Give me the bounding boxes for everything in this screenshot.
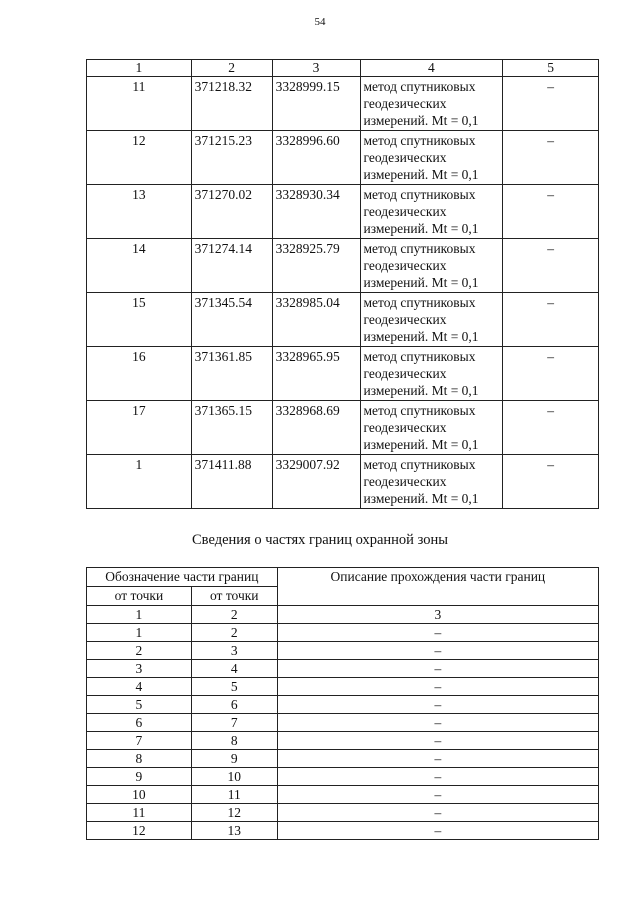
description-cell: – <box>277 642 598 660</box>
coordinates-header-cell: 1 <box>87 60 192 77</box>
method-line: метод спутниковых <box>363 133 476 148</box>
to-point-cell: 10 <box>191 768 277 786</box>
boundary-parts-table <box>86 567 599 840</box>
from-point-cell: 4 <box>87 678 192 696</box>
method-line: метод спутниковых <box>363 241 476 256</box>
table-row <box>87 660 599 678</box>
description-cell: – <box>277 804 598 822</box>
method-cell <box>360 185 503 239</box>
from-point-cell: 7 <box>87 732 192 750</box>
from-point-cell: 9 <box>87 768 192 786</box>
table-row <box>87 822 599 840</box>
to-point-cell: 5 <box>191 678 277 696</box>
from-point-cell: 3 <box>87 660 192 678</box>
method-line: геодезических <box>363 366 447 381</box>
point-number-cell: 1 <box>87 455 192 509</box>
coordinate-x-cell: 371274.14 <box>191 239 272 293</box>
section-title: Сведения о частях границ охранной зоны <box>192 532 448 548</box>
method-line: измерений. Mt = 0,1 <box>363 113 479 128</box>
description-cell: – <box>277 750 598 768</box>
method-line: метод спутниковых <box>363 295 476 310</box>
description-cell: – <box>277 714 598 732</box>
coordinate-x-cell: 371365.15 <box>191 401 272 455</box>
note-cell: – <box>503 401 599 455</box>
from-point-cell: 11 <box>87 804 192 822</box>
method-line: метод спутниковых <box>363 187 476 202</box>
table-row <box>87 624 599 642</box>
page-number: 54 <box>314 16 326 28</box>
method-line: геодезических <box>363 258 447 273</box>
coordinate-y-cell: 3328965.95 <box>272 347 360 401</box>
parts-header-group: Обозначение части границ <box>87 568 278 587</box>
point-number-cell: 11 <box>87 77 192 131</box>
table-row <box>87 714 599 732</box>
coordinate-x-cell: 371270.02 <box>191 185 272 239</box>
point-number-cell: 15 <box>87 293 192 347</box>
from-point-cell: 8 <box>87 750 192 768</box>
description-cell: – <box>277 696 598 714</box>
method-cell <box>360 131 503 185</box>
to-point-cell: 8 <box>191 732 277 750</box>
coordinate-y-cell: 3328930.34 <box>272 185 360 239</box>
coordinates-header-cell: 4 <box>360 60 503 77</box>
coordinate-x-cell: 371215.23 <box>191 131 272 185</box>
table-row <box>87 239 599 293</box>
method-line: метод спутниковых <box>363 79 476 94</box>
coordinate-x-cell: 371345.54 <box>191 293 272 347</box>
parts-numbering-cell: 2 <box>191 606 277 624</box>
coordinates-header-cell: 5 <box>503 60 599 77</box>
coordinates-header-cell: 3 <box>272 60 360 77</box>
parts-header-to: от точки <box>191 587 277 606</box>
from-point-cell: 10 <box>87 786 192 804</box>
method-line: геодезических <box>363 96 447 111</box>
to-point-cell: 9 <box>191 750 277 768</box>
parts-table-body <box>87 606 599 840</box>
from-point-cell: 1 <box>87 624 192 642</box>
coordinate-y-cell: 3328968.69 <box>272 401 360 455</box>
description-cell: – <box>277 660 598 678</box>
to-point-cell: 7 <box>191 714 277 732</box>
description-cell: – <box>277 732 598 750</box>
table-row <box>87 804 599 822</box>
table-row <box>87 77 599 131</box>
coordinate-y-cell: 3328925.79 <box>272 239 360 293</box>
method-cell <box>360 455 503 509</box>
table-row <box>87 131 599 185</box>
note-cell: – <box>503 185 599 239</box>
table-row <box>87 696 599 714</box>
coordinate-y-cell: 3328999.15 <box>272 77 360 131</box>
method-cell <box>360 77 503 131</box>
method-line: геодезических <box>363 204 447 219</box>
method-line: измерений. Mt = 0,1 <box>363 437 479 452</box>
to-point-cell: 13 <box>191 822 277 840</box>
table-row <box>87 786 599 804</box>
table-row <box>87 768 599 786</box>
to-point-cell: 4 <box>191 660 277 678</box>
to-point-cell: 6 <box>191 696 277 714</box>
to-point-cell: 3 <box>191 642 277 660</box>
coordinate-y-cell: 3329007.92 <box>272 455 360 509</box>
coordinates-table-body <box>87 77 599 509</box>
note-cell: – <box>503 77 599 131</box>
description-cell: – <box>277 678 598 696</box>
coordinate-x-cell: 371411.88 <box>191 455 272 509</box>
from-point-cell: 2 <box>87 642 192 660</box>
from-point-cell: 6 <box>87 714 192 732</box>
point-number-cell: 13 <box>87 185 192 239</box>
method-cell <box>360 239 503 293</box>
method-line: измерений. Mt = 0,1 <box>363 491 479 506</box>
method-line: измерений. Mt = 0,1 <box>363 329 479 344</box>
method-line: измерений. Mt = 0,1 <box>363 383 479 398</box>
method-cell <box>360 401 503 455</box>
method-line: метод спутниковых <box>363 403 476 418</box>
parts-numbering-cell: 3 <box>277 606 598 624</box>
coordinates-table <box>86 59 599 509</box>
note-cell: – <box>503 293 599 347</box>
description-cell: – <box>277 786 598 804</box>
coordinate-y-cell: 3328996.60 <box>272 131 360 185</box>
table-row <box>87 642 599 660</box>
note-cell: – <box>503 131 599 185</box>
to-point-cell: 11 <box>191 786 277 804</box>
table-row <box>87 678 599 696</box>
table-row <box>87 401 599 455</box>
note-cell: – <box>503 239 599 293</box>
method-line: геодезических <box>363 474 447 489</box>
coordinate-x-cell: 371361.85 <box>191 347 272 401</box>
description-cell: – <box>277 768 598 786</box>
note-cell: – <box>503 455 599 509</box>
method-line: геодезических <box>363 312 447 327</box>
parts-header-from: от точки <box>87 587 192 606</box>
method-line: измерений. Mt = 0,1 <box>363 275 479 290</box>
parts-header-description: Описание прохождения части границ <box>277 568 598 606</box>
table-row <box>87 750 599 768</box>
parts-numbering-row <box>87 606 599 624</box>
method-line: геодезических <box>363 420 447 435</box>
method-line: метод спутниковых <box>363 457 476 472</box>
method-line: геодезических <box>363 150 447 165</box>
to-point-cell: 12 <box>191 804 277 822</box>
method-cell <box>360 347 503 401</box>
table-row <box>87 347 599 401</box>
point-number-cell: 12 <box>87 131 192 185</box>
coordinates-header-cell: 2 <box>191 60 272 77</box>
description-cell: – <box>277 624 598 642</box>
table-row <box>87 732 599 750</box>
from-point-cell: 5 <box>87 696 192 714</box>
coordinate-x-cell: 371218.32 <box>191 77 272 131</box>
to-point-cell: 2 <box>191 624 277 642</box>
table-row <box>87 455 599 509</box>
coordinates-header-row <box>87 60 599 77</box>
table-row <box>87 185 599 239</box>
method-line: измерений. Mt = 0,1 <box>363 221 479 236</box>
table-row <box>87 293 599 347</box>
parts-header-row <box>87 568 599 587</box>
method-cell <box>360 293 503 347</box>
coordinate-y-cell: 3328985.04 <box>272 293 360 347</box>
point-number-cell: 14 <box>87 239 192 293</box>
note-cell: – <box>503 347 599 401</box>
description-cell: – <box>277 822 598 840</box>
method-line: метод спутниковых <box>363 349 476 364</box>
from-point-cell: 12 <box>87 822 192 840</box>
point-number-cell: 16 <box>87 347 192 401</box>
parts-numbering-cell: 1 <box>87 606 192 624</box>
point-number-cell: 17 <box>87 401 192 455</box>
method-line: измерений. Mt = 0,1 <box>363 167 479 182</box>
